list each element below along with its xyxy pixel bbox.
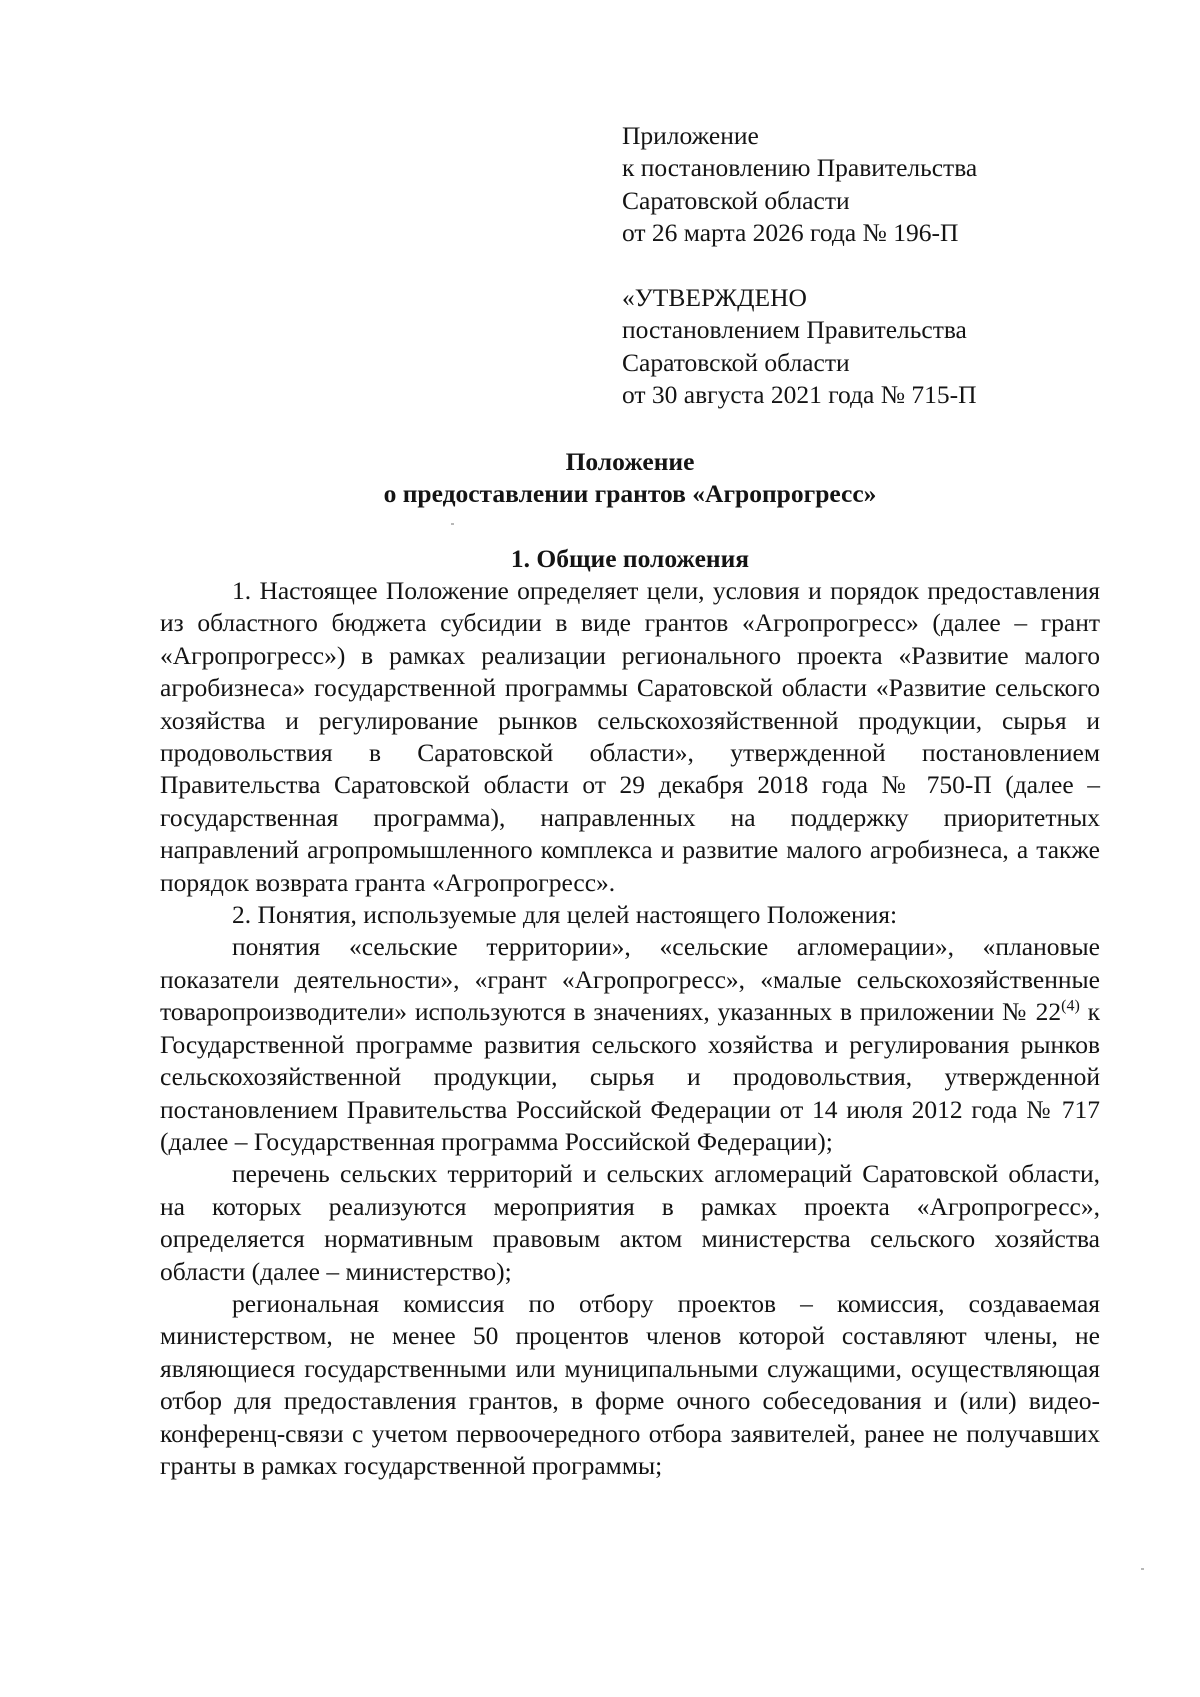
section-body <box>160 575 1100 1482</box>
section-heading: 1. Общие положения <box>510 544 750 573</box>
scan-speck <box>1141 1568 1144 1570</box>
appendix-line-1: Приложение <box>622 121 759 150</box>
title-line-1: Положение <box>565 447 695 476</box>
paragraph-3 <box>160 931 1100 1158</box>
approved-line-2: постановлением Правительства <box>622 315 967 345</box>
paragraph-1: 1. Настоящее Положение определяет цели, условия и порядок предоставления из областного бюджета субсидии в виде грантов «Агропрогресс» (далее – грант «Агропрогресс») в рамках реализации регионального проекта «Развитие малого агробизнеса» государственной программы Саратовской области «Развитие сельского хозяйства и регулирование рынков сельскохозяйственной продукции, сырья и продовольствия в Саратовской области», утвержденной постановлением Правительства Саратовской области от 29 декабря 2018 года № 750-П (далее – государственная программа), направленных на поддержку приоритетных направлений агропромышленного комплекса и развитие малого агробизнеса, а также порядок возврата гранта «Агропрогресс». <box>160 576 1100 897</box>
document-title <box>160 446 1100 511</box>
approved-line-4: от 30 августа 2021 года № 715-П <box>622 380 977 410</box>
appendix-line-2: к постановлению Правительства <box>622 153 978 183</box>
approved-header <box>622 282 1142 412</box>
appendix-line-4: от 26 марта 2026 года № 196-П <box>622 218 959 248</box>
appendix-line-3: Саратовской области <box>622 185 850 215</box>
paragraph-5: региональная комиссия по отбору проектов – комиссия, создаваемая министерством, не менее 50 процентов членов которой составляют члены, не являющиеся государственными или муниципальными служащими, осуществляющая отбор для предоставления грантов, в форме очного собеседования и (или) видео-конференц-связи с учетом первоочередного отбора заявителей, ранее не получавших гранты в рамках государственной программы; <box>160 1288 1100 1480</box>
approved-line-1: «УТВЕРЖДЕНО <box>622 283 807 312</box>
footnote-reference: (4) <box>1061 997 1080 1015</box>
approved-line-3: Саратовской области <box>622 347 850 377</box>
paragraph-2: 2. Понятия, используемые для целей настоящего Положения: <box>232 900 898 930</box>
appendix-header <box>622 120 1142 250</box>
paragraph-4: перечень сельских территорий и сельских агломераций Саратовской области, на которых реализуются мероприятия в рамках проекта «Агропрогресс», определяется нормативным правовым актом министерства сельского хозяйства области (далее – министерство); <box>160 1159 1100 1286</box>
paragraph-3-part-2: к Государственной программе развития сельского хозяйства и регулирования рынков сельскохозяйственной продукции, сырья и продовольствия, утвержденной постановлением Правительства Российской Федерации от 14 июля 2012 года № 717 (далее – Государственная программа Российской Федерации); <box>160 997 1100 1156</box>
title-line-2: о предоставлении грантов «Агропрогресс» <box>383 479 877 509</box>
scan-speck <box>451 523 454 525</box>
paragraph-3-part-1: понятия «сельские территории», «сельские агломерации», «плановые показатели деятельности», «грант «Агропрогресс», «малые сельскохозяйственные товаропроизводители» используются в значениях, указанных в приложении № 22 <box>160 932 1100 1027</box>
